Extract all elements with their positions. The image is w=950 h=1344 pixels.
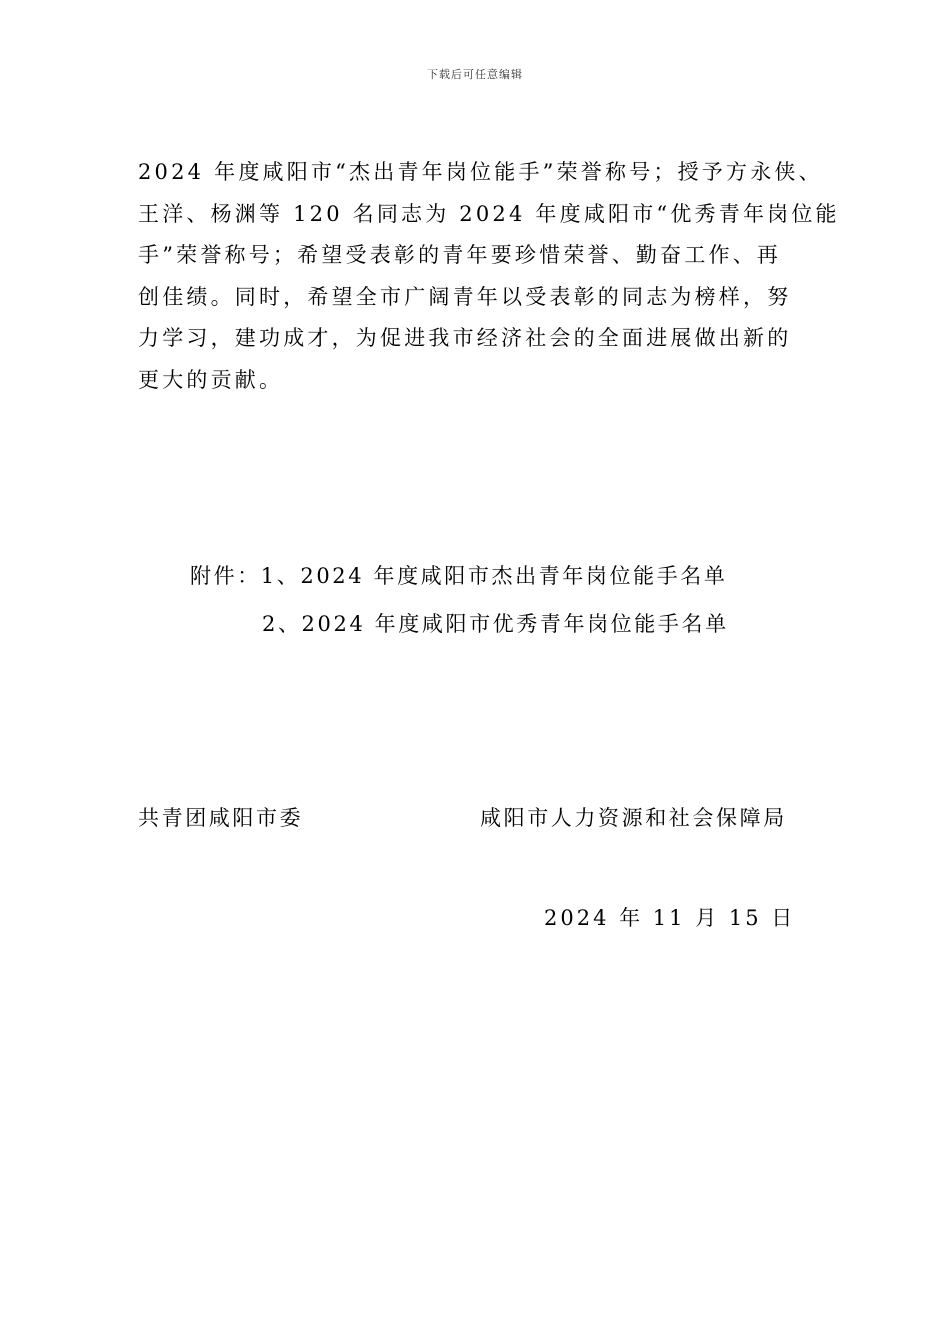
header-note: 下载后可任意编辑 xyxy=(427,68,523,81)
signature-left: 共青团咸阳市委 xyxy=(138,806,304,830)
body-line-3: 手”荣誉称号；希望受表彰的青年要珍惜荣誉、勤奋工作、再 xyxy=(138,243,782,267)
issue-date: 2024 年 11 月 15 日 xyxy=(544,906,796,930)
attachment-item-2: 2、2024 年度咸阳市优秀青年岗位能手名单 xyxy=(262,612,729,636)
signature-right: 咸阳市人力资源和社会保障局 xyxy=(480,806,787,830)
body-line-2: 王洋、杨渊等 120 名同志为 2024 年度咸阳市“优秀青年岗位能 xyxy=(138,201,840,226)
body-line-6: 更大的贡献。 xyxy=(138,367,284,392)
body-line-4: 创佳绩。同时，希望全市广阔青年以受表彰的同志为榜样，努 xyxy=(138,284,792,309)
body-line-1: 2024 年度咸阳市“杰出青年岗位能手”荣誉称号；授予方永侠、 xyxy=(138,160,823,184)
attachment-item-1: 附件：1、2024 年度咸阳市杰出青年岗位能手名单 xyxy=(190,564,728,588)
attachments-list xyxy=(190,552,729,648)
body-line-5: 力学习，建功成才，为促进我市经济社会的全面进展做出新的 xyxy=(138,326,792,350)
body-paragraph xyxy=(138,152,840,401)
